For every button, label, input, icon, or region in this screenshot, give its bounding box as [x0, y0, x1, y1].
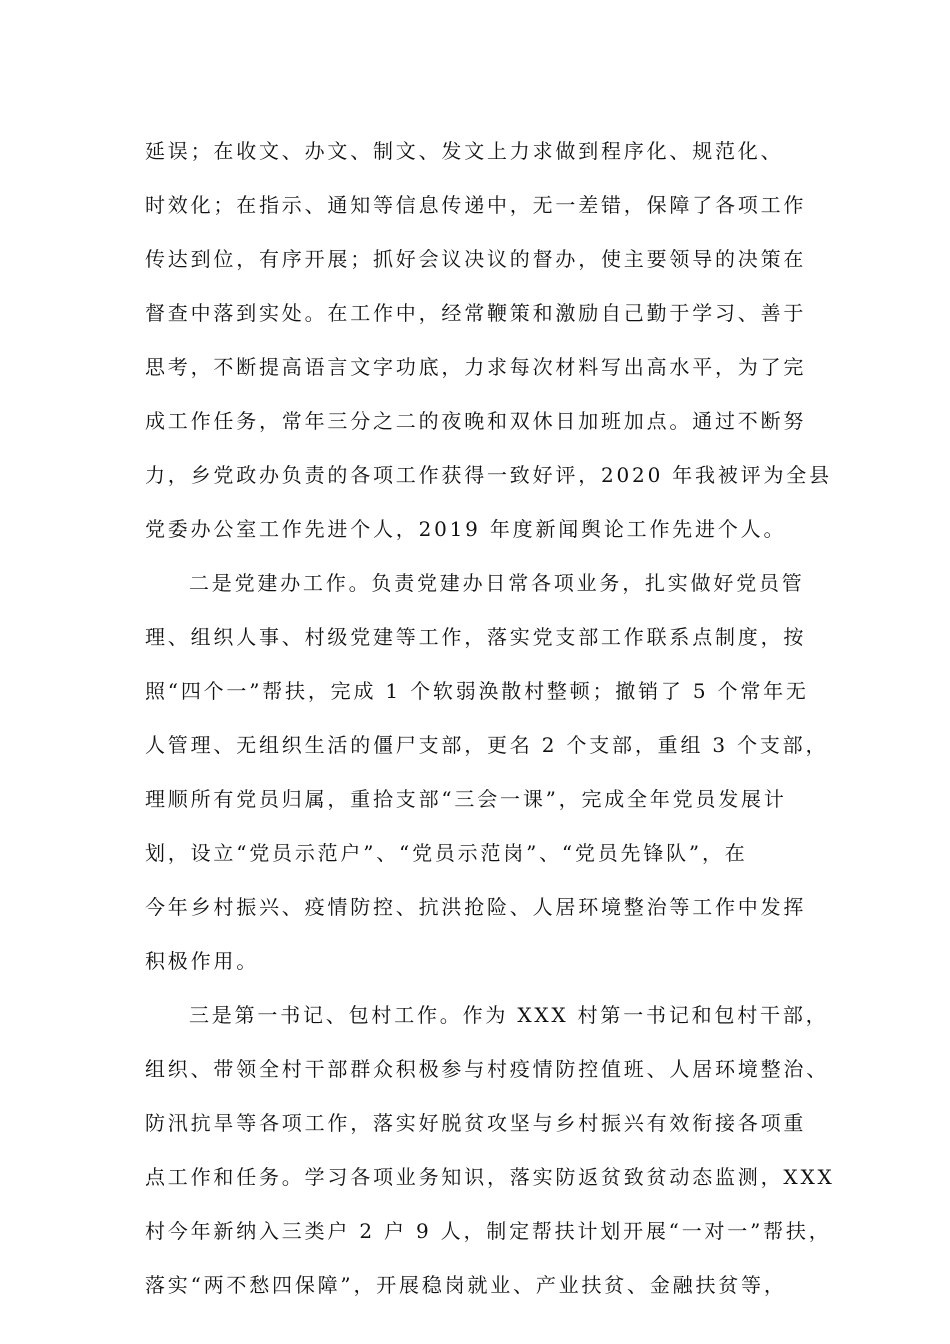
text-line-first: 二是党建办工作。负责党建办日常各项业务，扎实做好党员管: [189, 571, 805, 595]
text-line: 党委办公室工作先进个人，2019 年度新闻舆论工作先进个人。: [145, 517, 787, 541]
text-line: 组织、带领全村干部群众积极参与村疫情防控值班、人居环境整治、: [145, 1057, 829, 1081]
document-body: [145, 124, 835, 1312]
text-line: 防汛抗旱等各项工作，落实好脱贫攻坚与乡村振兴有效衔接各项重: [145, 1111, 807, 1135]
paragraph-party-building: [145, 556, 829, 988]
paragraph-first-secretary: [145, 988, 835, 1312]
text-line: 理、组织人事、村级党建等工作，落实党支部工作联系点制度，按: [145, 625, 807, 649]
text-line: 时效化；在指示、通知等信息传递中，无一差错，保障了各项工作: [145, 193, 807, 217]
text-line: 思考，不断提高语言文字功底，力求每次材料写出高水平，为了完: [145, 355, 807, 379]
text-line: 督查中落到实处。在工作中，经常鞭策和激励自己勤于学习、善于: [145, 301, 807, 325]
text-line: 村今年新纳入三类户 2 户 9 人，制定帮扶计划开展“一对一”帮扶，: [145, 1219, 832, 1243]
text-line: 点工作和任务。学习各项业务知识，落实防返贫致贫动态监测，XXX: [145, 1165, 835, 1189]
text-line-first: 三是第一书记、包村工作。作为 XXX 村第一书记和包村干部，: [189, 1003, 829, 1027]
paragraph-continuation: [145, 124, 832, 556]
text-line: 理顺所有党员归属，重拾支部“三会一课”，完成全年党员发展计: [145, 787, 787, 811]
text-line: 成工作任务，常年三分之二的夜晚和双休日加班加点。通过不断努: [145, 409, 807, 433]
text-line: 力，乡党政办负责的各项工作获得一致好评，2020 年我被评为全县: [145, 463, 832, 487]
text-line: 积极作用。: [145, 949, 259, 973]
text-line: 今年乡村振兴、疫情防控、抗洪抢险、人居环境整治等工作中发挥: [145, 895, 807, 919]
text-line: 落实“两不愁四保障”，开展稳岗就业、产业扶贫、金融扶贫等，: [145, 1273, 787, 1297]
text-line: 人管理、无组织生活的僵尸支部，更名 2 个支部，重组 3 个支部，: [145, 733, 829, 757]
text-line: 照“四个一”帮扶，完成 1 个软弱涣散村整顿；撤销了 5 个常年无: [145, 679, 809, 703]
text-line: 传达到位，有序开展；抓好会议决议的督办，使主要领导的决策在: [145, 247, 807, 271]
text-line: 延误；在收文、办文、制文、发文上力求做到程序化、规范化、: [145, 139, 784, 163]
text-line: 划，设立“党员示范户”、“党员示范岗”、“党员先锋队”，在: [145, 841, 748, 865]
